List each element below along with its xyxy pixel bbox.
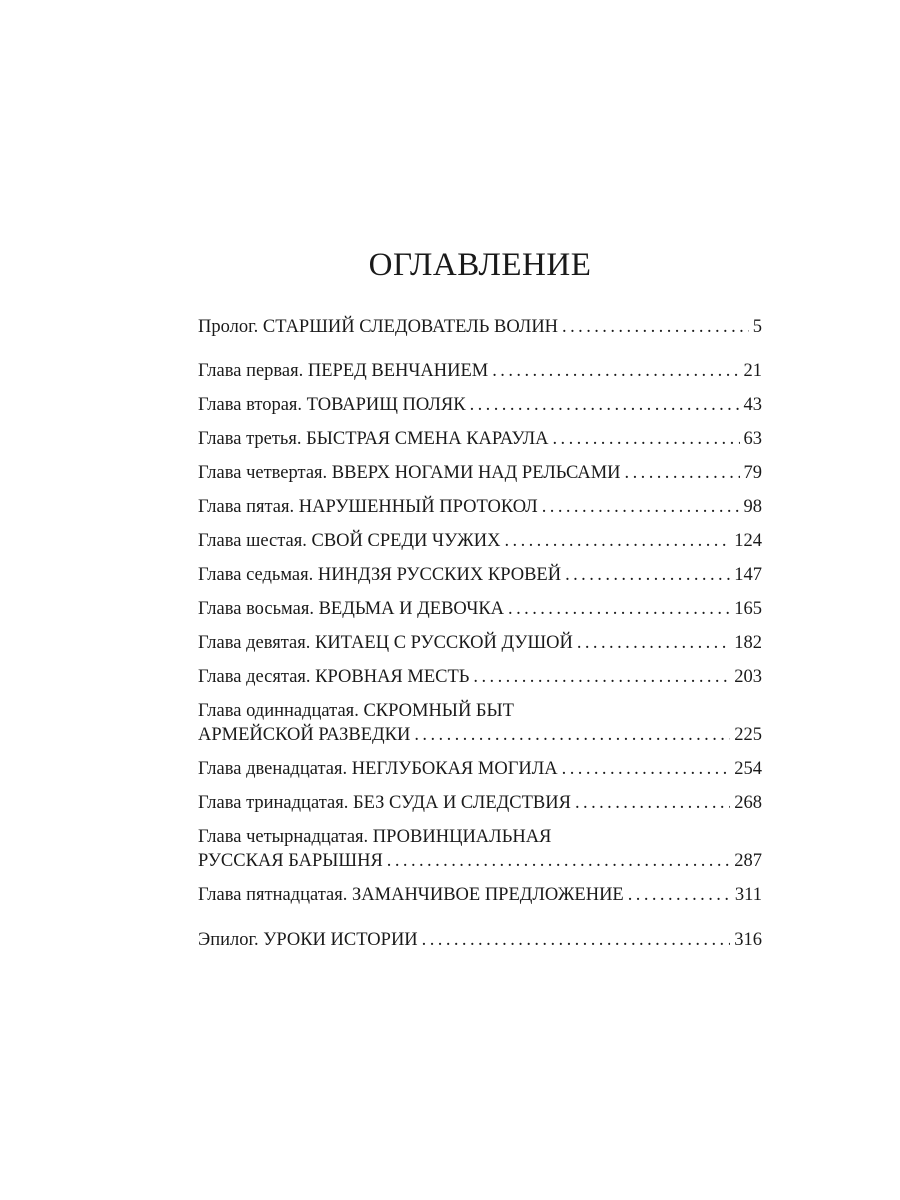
dot-leader [561,564,730,587]
toc-page-number: 147 [734,565,762,585]
toc-entry-line [198,530,762,553]
toc-entry-chapter-11[interactable] [198,700,762,747]
toc-entry-line [198,884,762,907]
toc-entry-prolog[interactable] [198,316,762,339]
toc-entry-line [198,496,762,519]
toc-entry-title: Глава восьмая. ВЕДЬМА И ДЕВОЧКА [198,599,505,619]
dot-leader [571,792,730,815]
toc-page-number: 79 [743,463,762,483]
toc-entry-title: Глава пятнадцатая. ЗАМАНЧИВОЕ ПРЕДЛОЖЕНИЕ [198,885,624,905]
toc-entry-title: Глава десятая. КРОВНАЯ МЕСТЬ [198,667,470,687]
toc-entry-line [198,929,762,952]
dot-leader [383,850,730,873]
dot-leader [558,758,731,781]
toc-entry-title: Глава седьмая. НИНДЗЯ РУССКИХ КРОВЕЙ [198,565,562,585]
dot-leader [500,530,730,553]
toc-entry-line [198,632,762,655]
toc-entry-chapter-9[interactable] [198,632,762,655]
page-title: ОГЛАВЛЕНИЕ [368,247,592,283]
toc-entry-title: Глава четвертая. ВВЕРХ НОГАМИ НАД РЕЛЬСАМИ [198,463,621,483]
toc-entry-line [198,666,762,689]
toc-page-number: 311 [734,885,762,905]
toc-entry-title: Глава тринадцатая. БЕЗ СУДА И СЛЕДСТВИЯ [198,793,571,813]
toc-page-number: 268 [734,793,762,813]
toc-page-number: 63 [743,429,762,449]
toc-entry-title-line-2: РУССКАЯ БАРЫШНЯ [198,851,383,871]
toc-entry-chapter-7[interactable] [198,564,762,587]
toc-entry-chapter-1[interactable] [198,360,762,383]
toc-entry-epilog[interactable] [198,929,762,952]
toc-entry-title: Глава шестая. СВОЙ СРЕДИ ЧУЖИХ [198,531,501,551]
toc-entry-title-line-1: Глава одиннадцатая. СКРОМНЫЙ БЫТ [198,701,514,721]
dot-leader [558,316,749,339]
toc-entry-line [198,394,762,417]
toc-entry-chapter-8[interactable] [198,598,762,621]
toc-entry-line [198,792,762,815]
dot-leader [466,394,740,417]
toc-entry-chapter-2[interactable] [198,394,762,417]
toc-page-number: 124 [734,531,762,551]
dot-leader [548,428,739,451]
dot-leader [538,496,740,519]
toc-page-number: 165 [734,599,762,619]
toc-entry-title: Эпилог. УРОКИ ИСТОРИИ [198,930,418,950]
dot-leader [469,666,730,689]
toc-page-number: 254 [734,759,762,779]
toc-entry-chapter-14[interactable] [198,826,762,873]
toc-entry-title: Глава третья. БЫСТРАЯ СМЕНА КАРАУЛА [198,429,549,449]
toc-entry-chapter-5[interactable] [198,496,762,519]
toc-entry-title: Глава двенадцатая. НЕГЛУБОКАЯ МОГИЛА [198,759,558,779]
toc-page-number: 5 [752,317,762,337]
toc-entry-line [198,850,762,873]
toc-entry-line [198,360,762,383]
dot-leader [624,884,731,907]
dot-leader [504,598,730,621]
toc-entry-chapter-12[interactable] [198,758,762,781]
toc-entry-chapter-15[interactable] [198,884,762,907]
dot-leader [410,724,730,747]
toc-page-number: 182 [734,633,762,653]
toc-page-number: 316 [734,930,762,950]
toc-entry-title: Глава пятая. НАРУШЕННЫЙ ПРОТОКОЛ [198,497,538,517]
toc-entry-chapter-10[interactable] [198,666,762,689]
dot-leader [418,929,731,952]
toc-entry-line [198,428,762,451]
toc-page-number: 225 [734,725,762,745]
toc-entry-chapter-3[interactable] [198,428,762,451]
toc-entry-title: Глава первая. ПЕРЕД ВЕНЧАНИЕМ [198,361,489,381]
toc-page-number: 98 [743,497,762,517]
toc-entry-line [198,724,762,747]
toc-entry-title: Глава вторая. ТОВАРИЩ ПОЛЯК [198,395,466,415]
toc-entry-chapter-4[interactable] [198,462,762,485]
toc-entry-chapter-6[interactable] [198,530,762,553]
toc-entry-title: Глава девятая. КИТАЕЦ С РУССКОЙ ДУШОЙ [198,633,573,653]
toc-entry-line [198,758,762,781]
toc-entry-line [198,564,762,587]
dot-leader [488,360,739,383]
toc-page-number: 43 [743,395,762,415]
toc-entry-line [198,316,762,339]
toc-page-number: 21 [743,361,762,381]
toc-entry-title: Пролог. СТАРШИЙ СЛЕДОВАТЕЛЬ ВОЛИН [198,317,559,337]
toc-entry-line [198,598,762,621]
toc-entry-chapter-13[interactable] [198,792,762,815]
table-of-contents [198,316,762,952]
toc-page-number: 203 [734,667,762,687]
toc-entry-title-line-2: АРМЕЙСКОЙ РАЗВЕДКИ [198,725,411,745]
dot-leader [621,462,740,485]
dot-leader [573,632,730,655]
toc-entry-line [198,462,762,485]
toc-page-number: 287 [734,851,762,871]
toc-entry-title-line-1: Глава четырнадцатая. ПРОВИНЦИАЛЬНАЯ [198,827,552,847]
